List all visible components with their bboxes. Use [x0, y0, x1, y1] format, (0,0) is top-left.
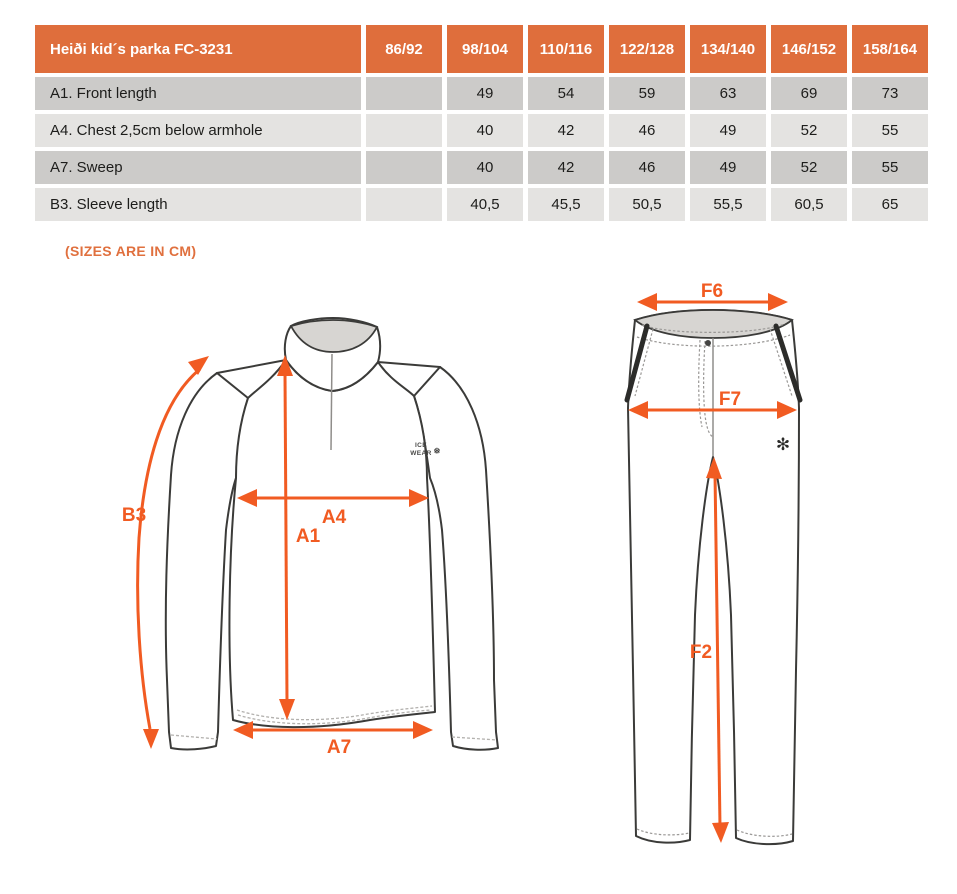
measurement-label-cell: A1. Front length — [35, 77, 361, 110]
table-row — [35, 188, 928, 221]
measurement-value-cell: 40 — [447, 114, 523, 147]
measurement-value-cell: 59 — [609, 77, 685, 110]
measurement-value-cell: 69 — [771, 77, 847, 110]
sizes-unit-note: (SIZES ARE IN CM) — [65, 243, 197, 259]
shirt-left-shoulder-seam — [217, 360, 286, 373]
measurement-value-cell — [366, 77, 442, 110]
measurement-value-cell: 49 — [690, 114, 766, 147]
measurement-value-cell: 46 — [609, 151, 685, 184]
f6-arrowhead-left — [637, 293, 657, 311]
shirt-right-shoulder-seam — [378, 362, 440, 367]
measurement-value-cell: 73 — [852, 77, 928, 110]
f6-arrowhead-right — [768, 293, 788, 311]
b3-arrowhead-top — [188, 356, 209, 375]
measurement-label-cell: B3. Sleeve length — [35, 188, 361, 221]
b3-label: B3 — [121, 505, 147, 526]
measurement-value-cell: 55 — [852, 151, 928, 184]
b3-arrowhead-bottom — [143, 729, 159, 749]
measurement-value-cell: 52 — [771, 151, 847, 184]
shirt-measurement-diagram — [60, 280, 530, 840]
a7-arrowhead-left — [233, 721, 253, 739]
waist-button — [705, 340, 711, 346]
measurement-value-cell — [366, 114, 442, 147]
f2-arrowhead-bottom — [712, 822, 729, 843]
size-table — [30, 21, 933, 225]
measurement-label-cell: A4. Chest 2,5cm below armhole — [35, 114, 361, 147]
size-column-header: 134/140 — [690, 25, 766, 73]
f6-label: F6 — [700, 281, 724, 302]
shirt-drawing — [166, 318, 498, 750]
measurement-value-cell: 54 — [528, 77, 604, 110]
measurement-value-cell: 40 — [447, 151, 523, 184]
pants-measurement-diagram — [590, 280, 890, 870]
measurement-value-cell — [366, 151, 442, 184]
measurement-value-cell: 60,5 — [771, 188, 847, 221]
product-title-cell: Heiði kid´s parka FC-3231 — [35, 25, 361, 73]
table-row — [35, 151, 928, 184]
table-row — [35, 114, 928, 147]
a4-label: A4 — [321, 507, 347, 528]
f2-label: F2 — [689, 642, 713, 663]
shirt-body — [229, 360, 435, 727]
snowflake-icon: ❅ — [433, 447, 441, 457]
size-column-header: 110/116 — [528, 25, 604, 73]
size-column-header: 146/152 — [771, 25, 847, 73]
measure-f6 — [637, 281, 788, 311]
shirt-zipper-line — [331, 354, 332, 450]
size-table-header-row — [35, 25, 928, 73]
measurement-value-cell: 49 — [447, 77, 523, 110]
measurement-value-cell: 42 — [528, 114, 604, 147]
measurement-value-cell: 55 — [852, 114, 928, 147]
size-column-header: 158/164 — [852, 25, 928, 73]
measurement-value-cell: 49 — [690, 151, 766, 184]
a1-label: A1 — [295, 526, 321, 547]
size-column-header: 122/128 — [609, 25, 685, 73]
measurement-value-cell: 40,5 — [447, 188, 523, 221]
measurement-value-cell: 63 — [690, 77, 766, 110]
measurement-value-cell: 45,5 — [528, 188, 604, 221]
logo-text-line1: ICE — [414, 442, 428, 449]
logo-text-line2: WEAR — [410, 450, 432, 457]
measurement-value-cell: 55,5 — [690, 188, 766, 221]
measurement-value-cell: 65 — [852, 188, 928, 221]
a7-arrowhead-right — [413, 721, 433, 739]
f7-label: F7 — [718, 389, 742, 410]
f2-arrow-line — [715, 473, 720, 827]
measurement-value-cell — [366, 188, 442, 221]
pants-snowflake-icon: ✻ — [775, 435, 791, 455]
size-column-header: 86/92 — [366, 25, 442, 73]
a7-label: A7 — [326, 737, 352, 758]
table-row — [35, 77, 928, 110]
pants-drawing — [627, 310, 800, 844]
measurement-value-cell: 46 — [609, 114, 685, 147]
measurement-value-cell: 42 — [528, 151, 604, 184]
measurement-label-cell: A7. Sweep — [35, 151, 361, 184]
size-table-body — [35, 77, 928, 221]
measurement-value-cell: 50,5 — [609, 188, 685, 221]
measurement-value-cell: 52 — [771, 114, 847, 147]
size-column-header: 98/104 — [447, 25, 523, 73]
a1-arrow-line — [285, 373, 287, 702]
